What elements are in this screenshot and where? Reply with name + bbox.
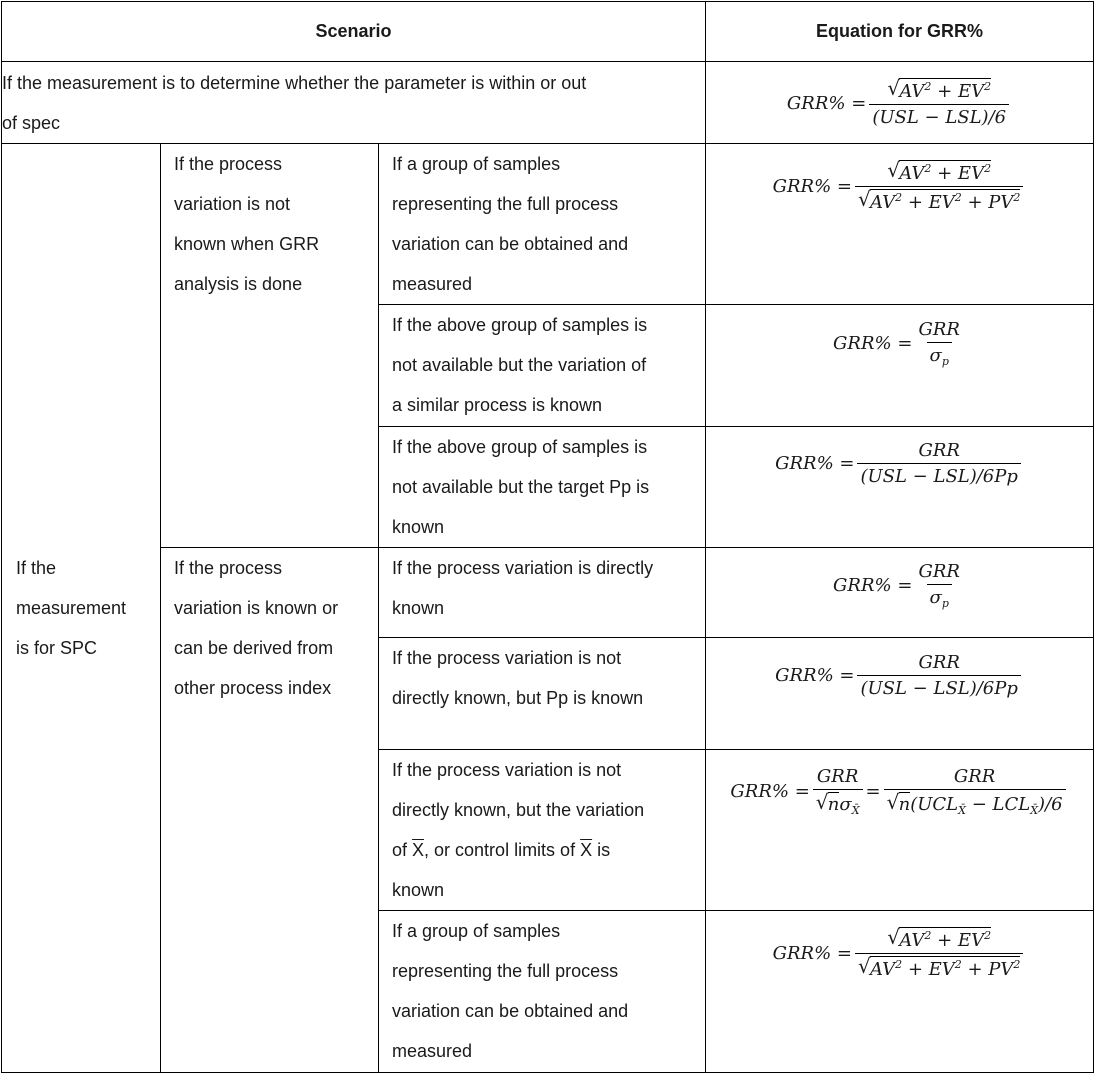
spc-label-line2: measurement <box>16 598 127 618</box>
spec-equation-cell <box>706 62 1094 144</box>
condition-line-xbar: of $\overline{X}$, or control limits of $\overline{X}$ is <box>392 840 611 860</box>
condition-line: measured <box>392 274 473 294</box>
known-row2-equation: GRR% = $\frac{\text{GRR}}{\text{(USL − LSL)/6Pp}}$ <box>706 652 1093 699</box>
known-row1-equation: GRR% = $\frac{\text{GRR}}{\sigma_p}$ <box>833 561 960 610</box>
condition-line: not available but the target Pp is <box>392 477 650 497</box>
condition-line: If a group of samples <box>392 154 561 174</box>
unknown-row3-equation: GRR% = $\frac{\text{GRR}}{\text{(USL − LSL)/6Pp}}$ <box>706 440 1093 487</box>
unknown-row2-equation: GRR% = $\frac{\text{GRR}}{\sigma_p}$ <box>833 319 960 368</box>
condition-line: measured <box>392 1041 473 1061</box>
unknown-label-line3: known when GRR <box>174 234 320 254</box>
equation-header: Equation for GRR% <box>706 2 1094 62</box>
known-label-line4: other process index <box>174 678 332 698</box>
condition-line: variation can be obtained and <box>392 234 629 254</box>
known-row3-condition <box>379 750 706 911</box>
condition-line: If the above group of samples is <box>392 437 648 457</box>
unknown-row2-condition <box>379 305 706 427</box>
spec-scenario-line1: If the measurement is to determine whether the parameter is within or out <box>2 73 587 93</box>
condition-line: known <box>392 880 445 900</box>
unknown-variation-cell <box>161 144 379 548</box>
condition-line: If the process variation is not <box>392 648 622 668</box>
condition-line: known <box>392 517 445 537</box>
known-label-line3: can be derived from <box>174 638 334 658</box>
unknown-row2-equation-cell <box>706 305 1094 427</box>
spc-label-line1: If the <box>16 558 57 578</box>
known-row3-equation-cell <box>706 750 1094 911</box>
spc-label-line3: is for SPC <box>16 638 98 658</box>
known-label-line2: variation is known or <box>174 598 339 618</box>
condition-line: known <box>392 598 445 618</box>
unknown-row1-condition <box>379 144 706 305</box>
unknown-row3-condition <box>379 427 706 548</box>
scenario-header: Scenario <box>2 2 706 62</box>
known-row1-equation-cell <box>706 548 1094 638</box>
unknown-label-line4: analysis is done <box>174 274 303 294</box>
condition-line: If the above group of samples is <box>392 315 648 335</box>
condition-line: If the process variation is directly <box>392 558 654 578</box>
known-row4-equation: GRR% = √ $AV^2 + EV^2$ √ $AV^2 + EV^2 + PV^2$ <box>706 927 1093 980</box>
condition-line: a similar process is known <box>392 395 603 415</box>
unknown-row1-equation-cell <box>706 144 1094 305</box>
condition-line: representing the full process <box>392 961 619 981</box>
spec-scenario-cell <box>2 62 706 144</box>
known-row4-equation-cell <box>706 911 1094 1073</box>
spec-scenario-line2: of spec <box>2 113 61 133</box>
condition-line: If a group of samples <box>392 921 561 941</box>
condition-line: directly known, but Pp is known <box>392 688 644 708</box>
condition-line: representing the full process <box>392 194 619 214</box>
spc-scenario-cell <box>2 144 161 1073</box>
known-row1-condition <box>379 548 706 638</box>
condition-line: variation can be obtained and <box>392 1001 629 1021</box>
known-row2-condition <box>379 638 706 750</box>
spec-equation: GRR% = √ $AV^2 + EV^2$ (USL − LSL)/6 <box>706 78 1093 128</box>
grr-equation-table <box>1 1 1094 1073</box>
known-row3-equation: GRR% = GRR √ $n\sigma_{X̄}$ = GRR √ $n(UCL_{X̄} - LCL_{X̄})/6$ <box>706 766 1093 817</box>
condition-line: If the process variation is not <box>392 760 622 780</box>
unknown-row1-equation: GRR% = √ $AV^2 + EV^2$ √ $AV^2 + EV^2 + PV^2$ <box>706 160 1093 213</box>
known-variation-cell <box>161 548 379 1073</box>
known-label-line1: If the process <box>174 558 283 578</box>
unknown-label-line2: variation is not <box>174 194 291 214</box>
unknown-label-line1: If the process <box>174 154 283 174</box>
condition-line: directly known, but the variation <box>392 800 645 820</box>
known-row2-equation-cell <box>706 638 1094 750</box>
unknown-row3-equation-cell <box>706 427 1094 548</box>
condition-line: not available but the variation of <box>392 355 647 375</box>
known-row4-condition <box>379 911 706 1073</box>
